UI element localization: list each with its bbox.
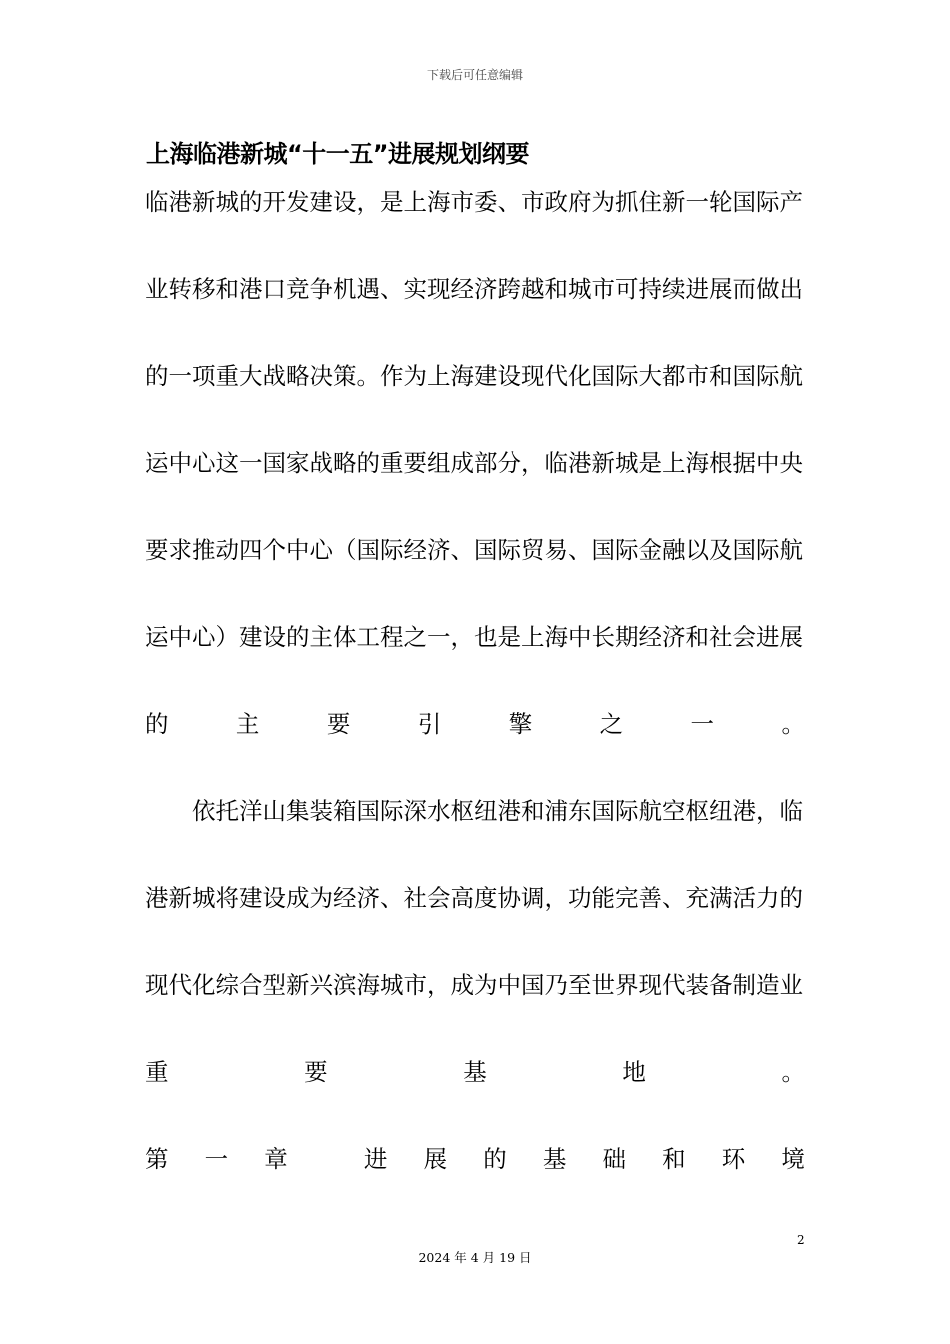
char: 要 [304, 1058, 328, 1086]
chapter-label-char: 第 [145, 1145, 169, 1173]
char: 要 [326, 710, 351, 738]
char: 一 [690, 710, 715, 738]
p1-last-line [145, 705, 805, 739]
chapter-title-char: 进 [363, 1145, 388, 1173]
chapter-title-char: 和 [662, 1145, 686, 1173]
char: 基 [463, 1058, 487, 1086]
chapter-label-char: 章 [264, 1145, 288, 1173]
p2-line-3: 现代化综合型新兴滨海城市，成为中国乃至世界现代装备制造业 [145, 971, 803, 999]
char: 地 [622, 1058, 646, 1086]
char: 。 [781, 710, 805, 738]
char: 的 [145, 710, 169, 738]
char: 引 [417, 710, 442, 738]
chapter-title-char: 的 [483, 1145, 507, 1173]
chapter-title-char: 环 [721, 1145, 746, 1173]
char: 擎 [508, 710, 533, 738]
p2-last-line [145, 1053, 805, 1087]
p1-line-4: 运中心这一国家战略的重要组成部分，临港新城是上海根据中央 [145, 449, 803, 477]
p1-line-3: 的一项重大战略决策。作为上海建设现代化国际大都市和国际航 [145, 362, 803, 390]
chapter-title-char: 境 [781, 1145, 805, 1173]
p1-line-2: 业转移和港口竞争机遇、实现经济跨越和城市可持续进展而做出 [145, 275, 803, 303]
chapter-title-char: 展 [423, 1145, 448, 1173]
p1-line-5: 要求推动四个中心（国际经济、国际贸易、国际金融以及国际航 [145, 536, 803, 564]
p1-line-1: 临港新城的开发建设，是上海市委、市政府为抓住新一轮国际产 [145, 188, 803, 216]
chapter-label-char: 一 [204, 1145, 229, 1173]
char: 主 [235, 710, 260, 738]
footer-date: 2024 年 4 月 19 日 [418, 1250, 532, 1265]
char: 。 [781, 1058, 805, 1086]
char: 重 [145, 1058, 169, 1086]
p2-line-2: 港新城将建设成为经济、社会高度协调，功能完善、充满活力的 [145, 884, 803, 912]
p1-line-6: 运中心）建设的主体工程之一，也是上海中长期经济和社会进展 [145, 623, 803, 651]
chapter-title-char: 基 [542, 1145, 567, 1173]
chapter-heading [145, 1140, 805, 1174]
char: 之 [599, 710, 624, 738]
document-title: 上海临港新城“十一五”进展规划纲要 [146, 140, 530, 168]
page-number: 2 [797, 1233, 805, 1247]
page-header-note: 下载后可任意编辑 [426, 68, 523, 82]
chapter-title-char: 础 [602, 1145, 626, 1173]
p2-line-1: 依托洋山集装箱国际深水枢纽港和浦东国际航空枢纽港，临 [192, 797, 803, 825]
